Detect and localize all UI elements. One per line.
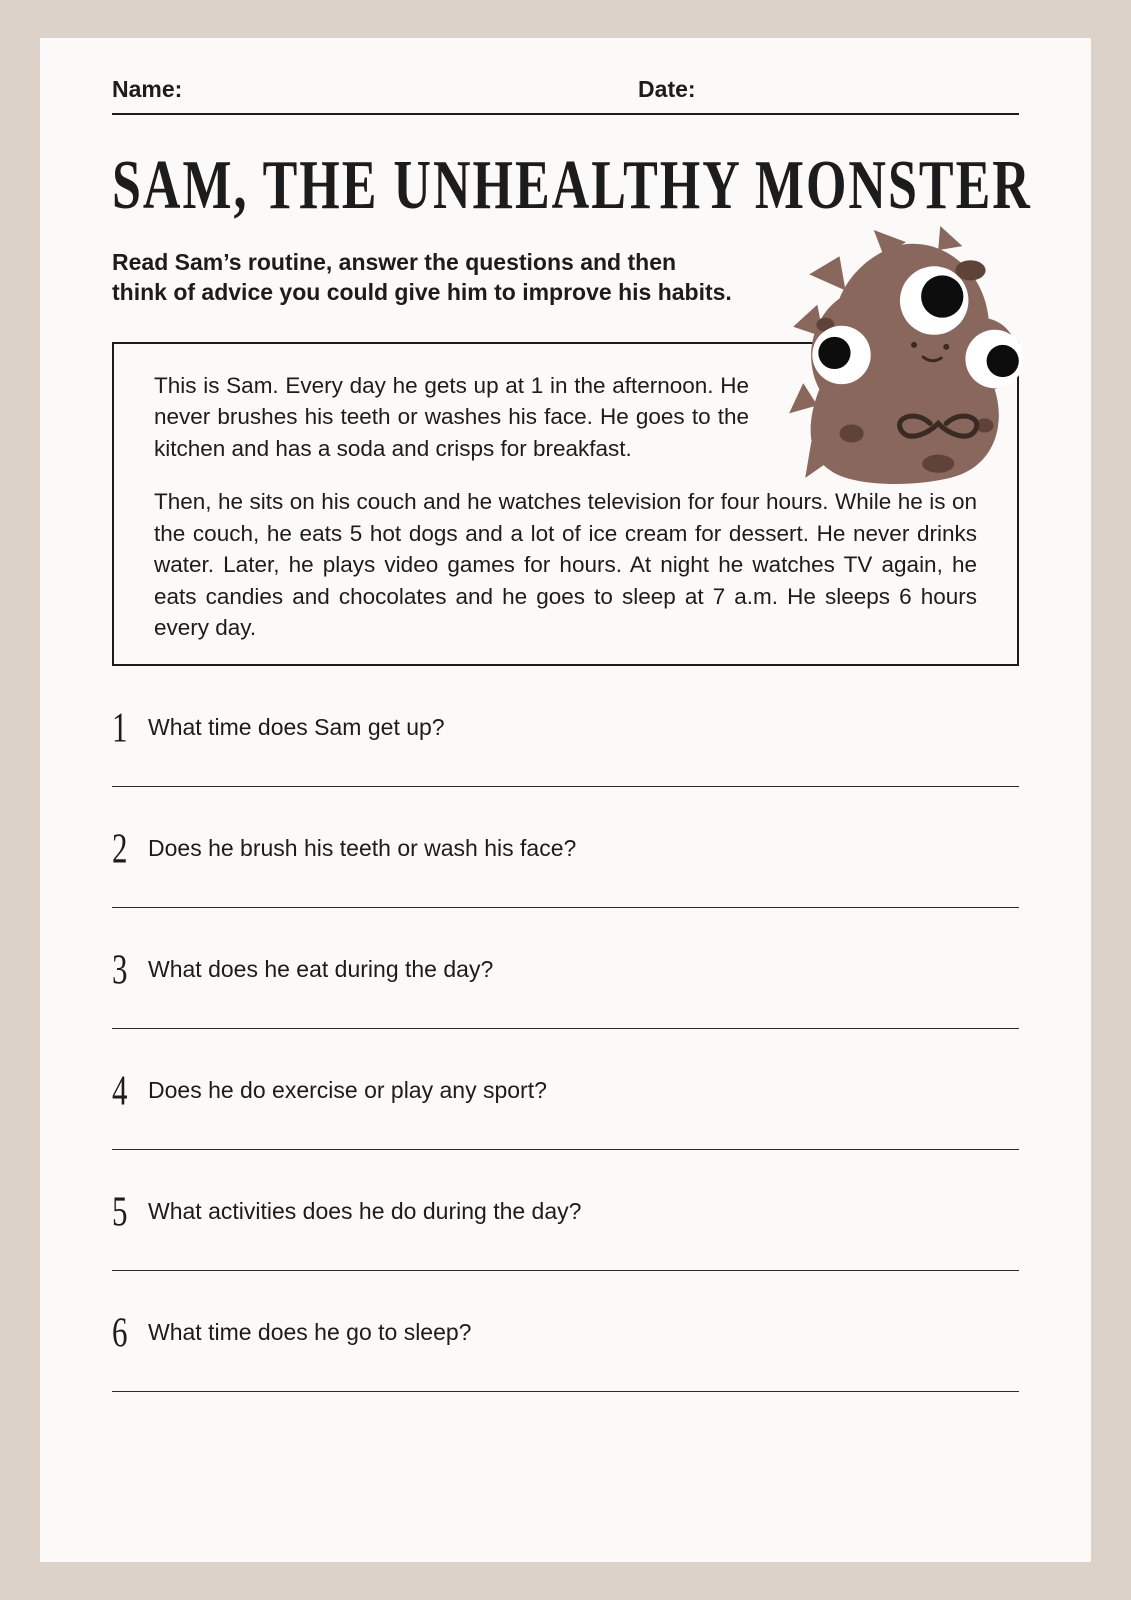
monster-illustration <box>787 226 1029 498</box>
question-text: Does he do exercise or play any sport? <box>148 1077 547 1104</box>
question-item-1 <box>112 703 1019 787</box>
question-item-4 <box>112 1066 1019 1150</box>
question-text: What time does he go to sleep? <box>148 1319 472 1346</box>
answer-line <box>112 786 1019 787</box>
answer-line <box>112 1391 1019 1392</box>
question-text: What does he eat during the day? <box>148 956 494 983</box>
instructions-line-1: Read Sam’s routine, answer the questions and then <box>112 249 677 275</box>
question-number: 3 <box>112 945 128 993</box>
answer-line <box>112 1270 1019 1271</box>
page-title: SAM, THE UNHEALTHY MONSTER <box>112 146 1032 224</box>
title-wrap <box>112 137 1032 233</box>
header <box>112 76 1019 115</box>
instructions-line-2: think of advice you could give him to improve his habits. <box>112 279 732 306</box>
question-text: Does he brush his teeth or wash his face? <box>148 835 577 862</box>
worksheet-page <box>40 38 1091 1562</box>
question-item-5 <box>112 1187 1019 1271</box>
date-label: Date: <box>638 76 696 102</box>
answer-line <box>112 1149 1019 1150</box>
question-number: 1 <box>112 703 128 751</box>
question-item-2 <box>112 824 1019 908</box>
name-label: Name: <box>112 76 183 102</box>
answer-line <box>112 1028 1019 1029</box>
question-number: 5 <box>112 1187 128 1235</box>
question-text: What activities does he do during the day? <box>148 1198 582 1225</box>
monster-icon <box>787 226 1029 498</box>
question-number: 2 <box>112 824 128 872</box>
passage-paragraph-1: This is Sam. Every day he gets up at 1 in the afternoon. He never brushes his teeth or washes his face. He goes to the kitchen and has a soda and crisps for breakfast. <box>154 372 749 461</box>
question-number: 4 <box>112 1066 128 1114</box>
passage-paragraph-2: Then, he sits on his couch and he watches television for four hours. While he is on the couch, he eats 5 hot dogs and a lot of ice cream for dessert. He never drinks water. Later, he plays video games for hours. At night he watches TV again, he eats candies and chocolates and he goes to sleep at 7 a.m. He sleeps 6 hours every day. <box>154 489 977 641</box>
question-number: 6 <box>112 1308 128 1356</box>
question-text: What time does Sam get up? <box>148 714 445 741</box>
questions-section <box>112 703 1019 1392</box>
answer-line <box>112 907 1019 908</box>
question-item-3 <box>112 945 1019 1029</box>
question-item-6 <box>112 1308 1019 1392</box>
